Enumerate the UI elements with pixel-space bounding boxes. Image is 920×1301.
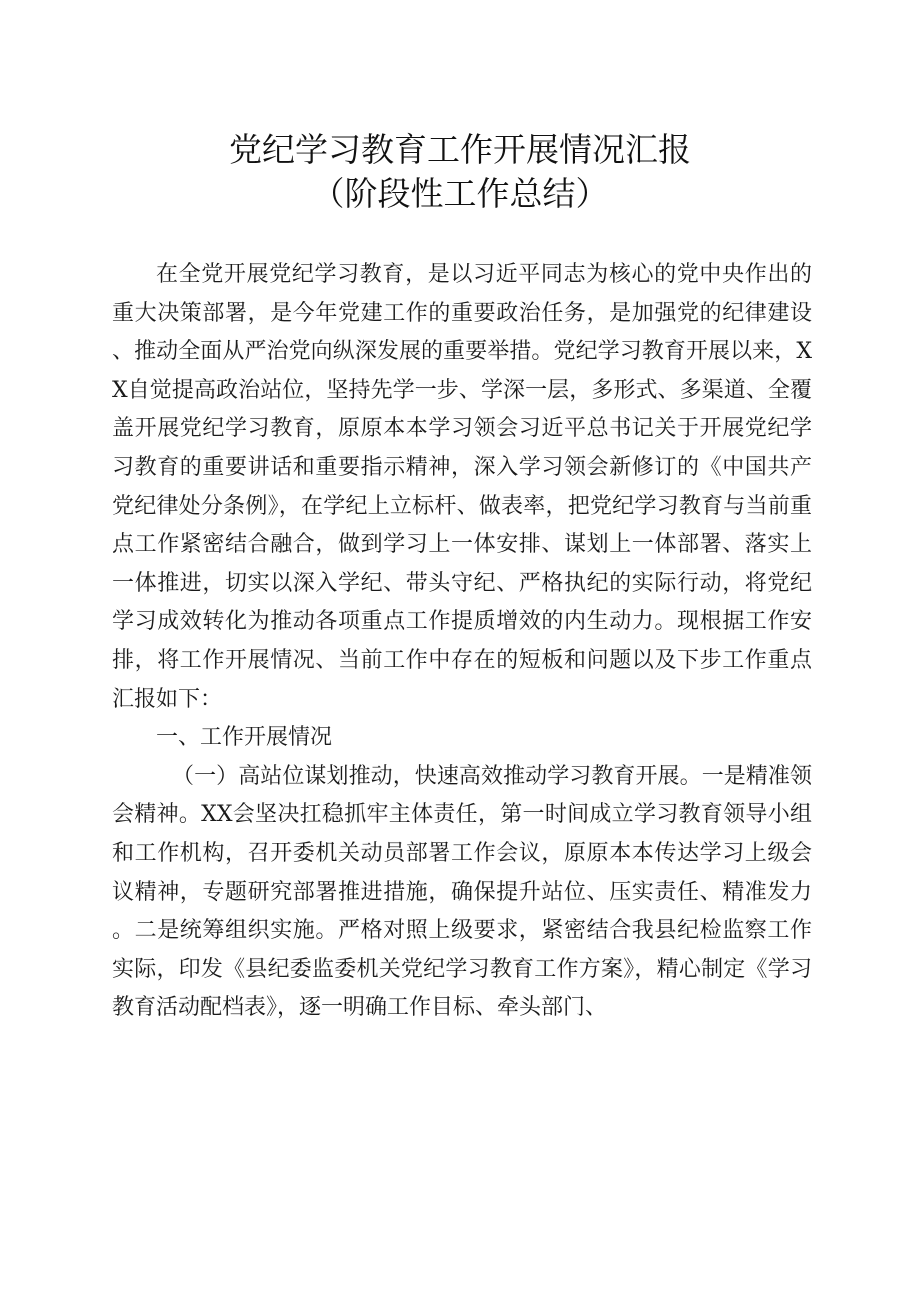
document-title <box>0 128 920 216</box>
title-line-main: 党纪学习教育工作开展情况汇报 <box>229 130 691 169</box>
subsection-paragraph: （一）高站位谋划推动，快速高效推动学习教育开展。一是精准领会精神。XX会坚决扛稳抓牢主体责任，第一时间成立学习教育领导小组和工作机构，召开委机关动员部署工作会议，原原本本传达学习上级会议精神，专题研究部署推进措施，确保提升站位、压实责任、精准发力。二是统筹组织实施。严格对照上级要求，紧密结合我县纪检监察工作实际，印发《县纪委监委机关党纪学习教育工作方案》，精心制定《学习教育活动配档表》，逐一明确工作目标、牵头部门、 <box>112 763 812 1021</box>
title-line-subtitle: （阶段性工作总结） <box>311 174 609 213</box>
intro-paragraph: 在全党开展党纪学习教育，是以习近平同志为核心的党中央作出的重大决策部署，是今年党建工作的重要政治任务，是加强党的纪律建设、推动全面从严治党向纵深发展的重要举措。党纪学习教育开展以来，XX自觉提高政治站位，坚持先学一步、学深一层，多形式、多渠道、全覆盖开展党纪学习教育，原原本本学习领会习近平总书记关于开展党纪学习教育的重要讲话和重要指示精神，深入学习领会新修订的《中国共产党纪律处分条例》，在学纪上立标杆、做表率，把党纪学习教育与当前重点工作紧密结合融合，做到学习上一体安排、谋划上一体部署、落实上一体推进，切实以深入学纪、带头守纪、严格执纪的实际行动，将党纪学习成效转化为推动各项重点工作提质增效的内生动力。现根据工作安排，将工作开展情况、当前工作中存在的短板和问题以及下步工作重点汇报如下： <box>112 262 812 712</box>
section-heading: 一、工作开展情况 <box>156 725 333 751</box>
document-body <box>112 256 812 1028</box>
